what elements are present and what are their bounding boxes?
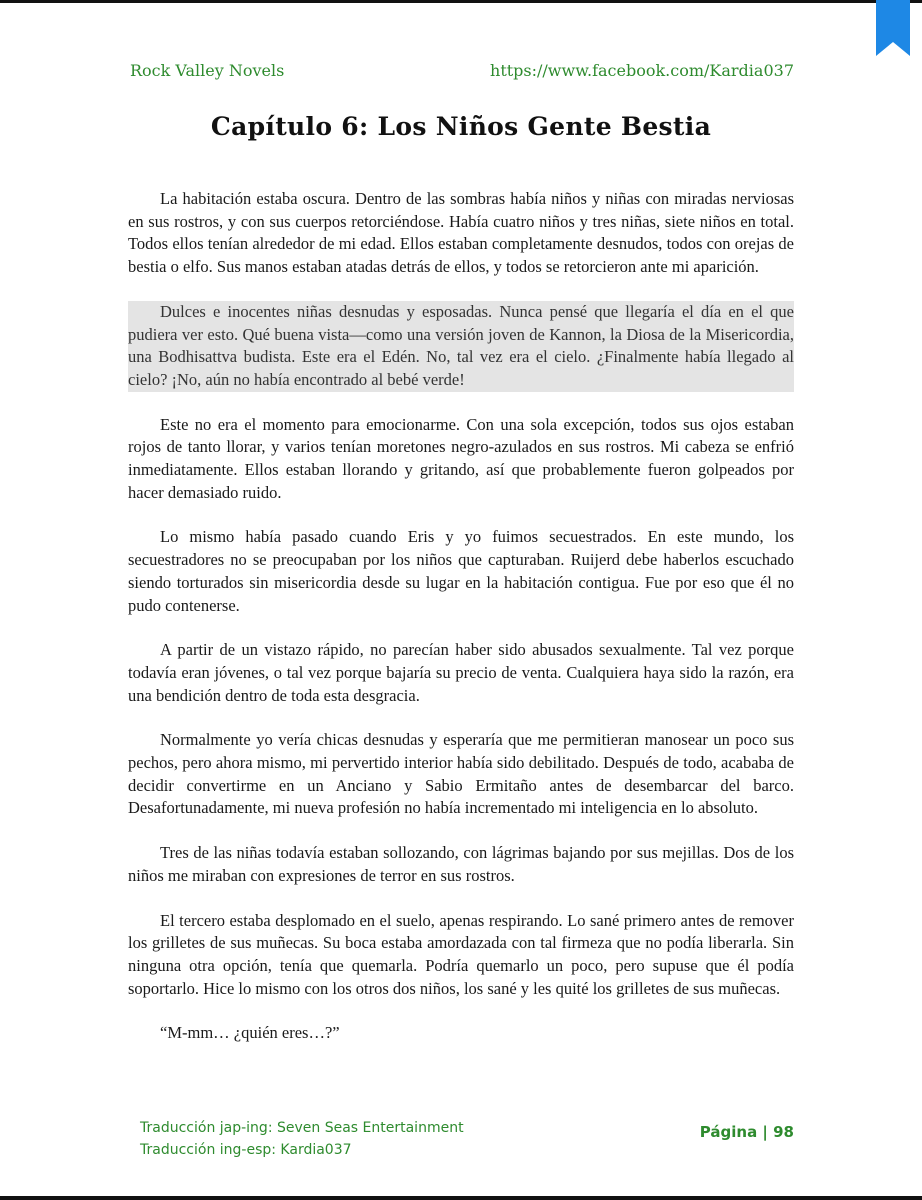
footer-translation-en-es: Traducción ing-esp: Kardia037 (140, 1142, 352, 1158)
page-number: Página | 98 (699, 1123, 794, 1141)
bookmark-icon[interactable] (876, 0, 910, 56)
header-publisher: Rock Valley Novels (130, 60, 285, 80)
page-header (130, 58, 794, 82)
paragraph-7: Tres de las niñas todavía estaban sollozando, con lágrimas bajando por sus mejillas. Dos de los niños me miraban con expresiones de terror en sus rostros. (128, 843, 794, 885)
paragraph-9: “M-mm… ¿quién eres…?” (160, 1023, 340, 1043)
footer-translation-jp-en: Traducción jap-ing: Seven Seas Entertainment (140, 1120, 464, 1136)
chapter-body (128, 188, 794, 1067)
paragraph-2-highlighted[interactable]: Dulces e inocentes niñas desnudas y esposadas. Nunca pensé que llegaría el día en el que pudiera ver esto. Qué buena vista—como una versión joven de Kannon, la Diosa de la Misericordia, una Bodhisattva budista. Este era el Edén. No, tal vez era el cielo. ¿Finalmente había llegado al cielo? ¡No, aún no había encontrado al bebé verde! (128, 301, 794, 392)
paragraph-4: Lo mismo había pasado cuando Eris y yo fuimos secuestrados. En este mundo, los secuestradores no se preocupaban por los niños que capturaban. Ruijerd debe haberlos escuchado siendo torturados sin misericordia desde su lugar en la habitación contigua. Fue por eso que él no pudo contenerse. (128, 527, 794, 615)
header-url-link[interactable]: https://www.facebook.com/Kardia037 (490, 60, 794, 80)
chapter-title: Capítulo 6: Los Niños Gente Bestia (210, 112, 712, 141)
paragraph-3: Este no era el momento para emocionarme. Con una sola excepción, todos sus ojos estaban rojos de tanto llorar, y varios tenían moretones negro-azulados en sus rostros. Mi cabeza se enfrió inmediatamente. Ellos estaban llorando y gritando, así que probablemente fueron golpeados por hacer demasiado ruido. (128, 414, 794, 502)
bottom-border (0, 1196, 922, 1200)
paragraph-1: La habitación estaba oscura. Dentro de las sombras había niños y niñas con miradas nerviosas en sus rostros, y con sus cuerpos retorciéndose. Había cuatro niños y tres niñas, siete niños en total. Todos ellos tenían alrededor de mi edad. Ellos estaban completamente desnudos, todos con orejas de bestia o elfo. Sus manos estaban atadas detrás de ellos, y todos se retorcieron ante mi aparición. (128, 189, 794, 277)
footer-credits (140, 1117, 464, 1161)
paragraph-5: A partir de un vistazo rápido, no parecían haber sido abusados sexualmente. Tal vez porque todavía eran jóvenes, o tal vez porque bajaría su precio de venta. Cualquiera haya sido la razón, era una bendición dentro de toda esta desgracia. (128, 640, 794, 705)
top-border (0, 0, 922, 3)
paragraph-8: El tercero estaba desplomado en el suelo, apenas respirando. Lo sané primero antes de remover los grilletes de sus muñecas. Su boca estaba amordazada con tal firmeza que no podía liberarla. Sin ninguna otra opción, tenía que quemarla. Podría quemarlo un poco, pero supuse que él podía soportarlo. Hice lo mismo con los otros dos niños, los sané y les quité los grilletes de sus muñecas. (128, 910, 794, 998)
paragraph-6: Normalmente yo vería chicas desnudas y esperaría que me permitieran manosear un poco sus pechos, pero ahora mismo, mi pervertido interior había sido debilitado. Después de todo, acababa de decidir convertirme en un Anciano y Sabio Ermitaño antes de desembarcar del barco. Desafortunadamente, mi nueva profesión no había incrementado mi inteligencia en lo absoluto. (128, 730, 794, 818)
